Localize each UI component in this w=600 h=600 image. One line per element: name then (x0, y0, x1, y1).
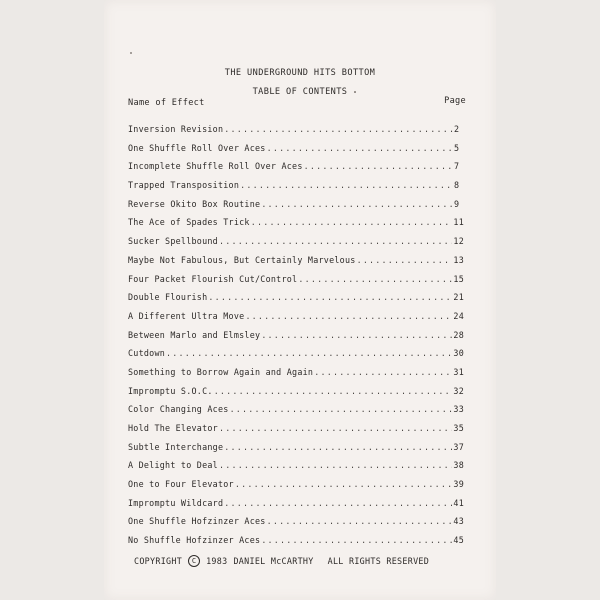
toc-leader-dots (261, 535, 452, 545)
toc-leader-dots (219, 460, 452, 470)
toc-entry (128, 442, 464, 461)
document-title: THE UNDERGROUND HITS BOTTOM (224, 68, 376, 78)
toc-entry-page: 43 (453, 516, 464, 527)
toc-leader-dots (224, 124, 453, 134)
toc-entry (128, 498, 464, 517)
toc-entry-page: 11 (453, 217, 464, 228)
toc-entry-page: 31 (453, 366, 464, 377)
toc-entry (128, 460, 464, 479)
copyright-rights: ALL RIGHTS RESERVED (327, 556, 430, 566)
paper-speck (130, 52, 132, 54)
toc-entry-page: 37 (453, 441, 464, 452)
toc-entry (128, 516, 464, 535)
toc-entry (128, 217, 464, 236)
column-header-name: Name of Effect (128, 98, 205, 108)
paper-speck (354, 91, 356, 93)
toc-entry (128, 236, 464, 255)
toc-leader-dots (251, 217, 453, 227)
toc-leader-dots (240, 180, 453, 190)
toc-entry (128, 180, 464, 199)
toc-heading: TABLE OF CONTENTS (252, 87, 348, 97)
toc-entry (128, 311, 464, 330)
toc-leader-dots (304, 161, 453, 171)
toc-entry-name: The Ace of Spades Trick (128, 217, 250, 228)
toc-entry-page: 41 (453, 497, 464, 508)
toc-leader-dots (235, 479, 453, 489)
toc-entry (128, 386, 464, 405)
toc-leader-dots (261, 199, 453, 209)
toc-entry-name: Cutdown (128, 348, 166, 359)
toc-entry (128, 348, 464, 367)
toc-entry-page: 24 (453, 310, 464, 321)
toc-entry-page: 39 (453, 479, 464, 490)
toc-entry-name: No Shuffle Hofzinzer Aces (128, 535, 261, 546)
toc-entry-name: Double Flourish (128, 292, 208, 303)
toc-entry-page: 13 (453, 254, 464, 265)
toc-entry-name: Four Packet Flourish Cut/Control (128, 273, 298, 284)
toc-entry-page: 32 (453, 385, 464, 396)
toc-entry-name: One Shuffle Roll Over Aces (128, 142, 266, 153)
copyright-year: 1983 (206, 556, 228, 566)
toc-entry-page: 38 (453, 460, 464, 471)
document-page (104, 0, 496, 600)
toc-entry-page: 2 (454, 124, 460, 134)
toc-entry (128, 124, 464, 143)
toc-entry (128, 330, 464, 349)
toc-entry (128, 423, 464, 442)
toc-leader-dots (245, 311, 452, 321)
toc-leader-dots (267, 143, 453, 153)
toc-entry-page: 28 (453, 329, 464, 340)
copyright-label: COPYRIGHT (134, 556, 183, 566)
copyright-owner: DANIEL McCARTHY (233, 556, 314, 566)
toc-leader-dots (267, 516, 453, 526)
toc-leader-dots (214, 386, 453, 396)
toc-entry (128, 255, 464, 274)
toc-entry-page: 5 (454, 142, 460, 153)
toc-entry (128, 479, 464, 498)
toc-entry-name: Something to Borrow Again and Again (128, 366, 314, 377)
toc-entry-page: 30 (453, 348, 464, 359)
toc-entry-name: Subtle Interchange (128, 441, 224, 452)
toc-entry (128, 367, 464, 386)
toc-entry-page: 35 (453, 423, 464, 433)
toc-entry (128, 199, 464, 218)
toc-entry-name: Hold The Elevator (128, 423, 218, 433)
toc-entry-page: 21 (453, 292, 464, 303)
toc-entry-name: Between Marlo and Elmsley (128, 329, 261, 340)
toc-entry-page: 12 (453, 236, 464, 247)
toc-list (128, 124, 464, 554)
toc-entry-name: Impromptu Wildcard (128, 497, 224, 508)
toc-entry-name: Maybe Not Fabulous, But Certainly Marvelous (128, 254, 356, 265)
toc-entry-name: A Delight to Deal (128, 460, 218, 471)
toc-entry-name: One Shuffle Hofzinzer Aces (128, 516, 266, 527)
toc-leader-dots (219, 236, 452, 246)
toc-leader-dots (314, 367, 452, 377)
toc-leader-dots (298, 274, 452, 284)
toc-entry-page: 33 (453, 404, 464, 415)
toc-entry (128, 404, 464, 423)
toc-entry-page: 7 (454, 161, 460, 172)
column-header-page: Page (444, 96, 466, 106)
toc-entry (128, 143, 464, 162)
toc-entry-name: Trapped Transposition (128, 180, 240, 191)
toc-leader-dots (166, 348, 452, 358)
toc-leader-dots (261, 330, 452, 340)
toc-entry-page: 9 (454, 198, 460, 209)
toc-leader-dots (230, 404, 453, 414)
toc-entry-name: A Different Ultra Move (128, 310, 245, 321)
toc-entry-name: One to Four Elevator (128, 479, 234, 490)
toc-entry-name: Color Changing Aces (128, 404, 229, 415)
toc-leader-dots (208, 292, 452, 302)
toc-entry (128, 274, 464, 293)
toc-entry-name: Reverse Okito Box Routine (128, 198, 261, 209)
copyright-symbol-icon: C (188, 555, 200, 567)
toc-entry-name: Inversion Revision (128, 124, 224, 134)
toc-entry (128, 292, 464, 311)
toc-entry (128, 535, 464, 554)
copyright-line (134, 555, 429, 567)
toc-entry-name: Incomplete Shuffle Roll Over Aces (128, 161, 303, 172)
toc-leader-dots (357, 255, 453, 265)
toc-entry-page: 45 (453, 535, 464, 546)
toc-leader-dots (219, 423, 452, 433)
toc-entry-page: 15 (453, 273, 464, 284)
toc-entry-name: Sucker Spellbound (128, 236, 218, 247)
toc-leader-dots (224, 442, 452, 452)
toc-leader-dots (224, 498, 452, 508)
toc-entry-name: Impromptu S.O.C. (128, 385, 213, 396)
toc-entry-page: 8 (454, 180, 460, 191)
toc-entry (128, 161, 464, 180)
